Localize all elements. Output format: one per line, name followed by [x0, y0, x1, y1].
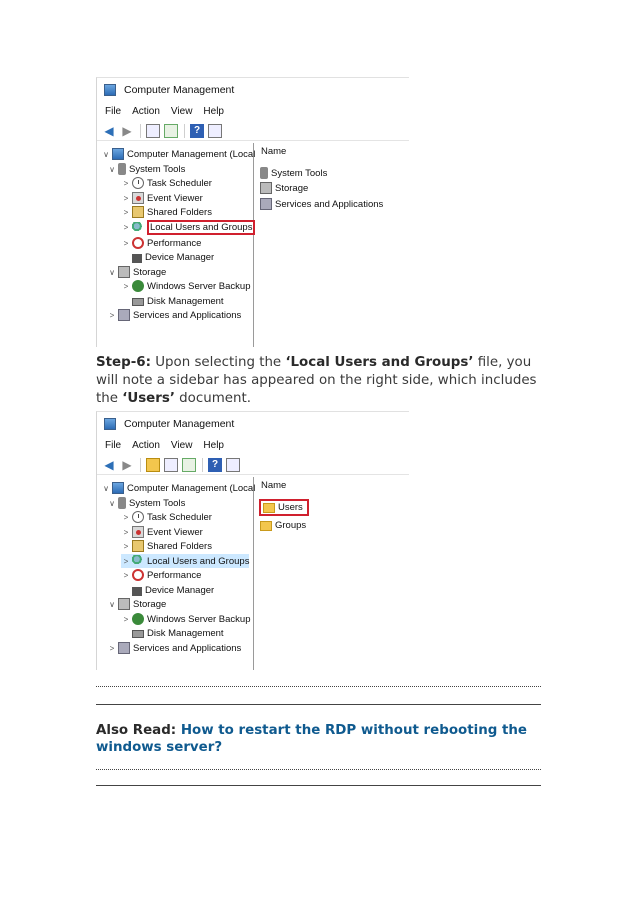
- export-list-icon[interactable]: [164, 124, 178, 138]
- step-label: Step-6:: [96, 355, 151, 370]
- tree-item-label: Services and Applications: [133, 309, 242, 321]
- tree-item-label: Device Manager: [145, 584, 215, 596]
- collapse-arrow-icon[interactable]: ∨: [109, 599, 115, 609]
- tree-item-storage[interactable]: [107, 265, 166, 279]
- tree-item-label: Storage: [133, 266, 167, 278]
- tree-item-shared-folders[interactable]: [121, 205, 212, 219]
- tree-item-event-viewer[interactable]: [121, 525, 203, 539]
- toolbar-separator: [140, 458, 141, 472]
- tree-item-device-manager[interactable]: [121, 250, 214, 264]
- step-highlight-2: ‘Users’: [122, 391, 175, 406]
- computer-management-icon: [104, 418, 116, 430]
- tree-item-computer-management[interactable]: [101, 481, 255, 495]
- tree-item-label: Computer Management (Local: [127, 482, 256, 494]
- event-viewer-icon: [132, 526, 144, 538]
- tree-item-label: Disk Management: [147, 295, 224, 307]
- storage-icon: [118, 598, 130, 610]
- tree-item-system-tools[interactable]: [107, 162, 185, 176]
- list-item-label: Users: [278, 501, 303, 513]
- expand-arrow-icon[interactable]: >: [123, 178, 129, 188]
- tree-item-system-tools[interactable]: [107, 496, 185, 510]
- also-read-label: Also Read:: [96, 723, 177, 738]
- step-text-1: Upon selecting the: [150, 355, 286, 370]
- expand-arrow-icon[interactable]: >: [123, 281, 129, 291]
- toolbar-separator: [202, 458, 203, 472]
- tree-item-label: Local Users and Groups: [147, 555, 250, 567]
- help-icon[interactable]: ?: [208, 458, 222, 472]
- performance-icon: [132, 237, 144, 249]
- list-item[interactable]: [259, 181, 308, 195]
- tree-item-computer-management[interactable]: [101, 147, 255, 161]
- device-manager-icon: [132, 587, 142, 596]
- tree-item-label: Task Scheduler: [147, 511, 212, 523]
- tree-item-performance[interactable]: [121, 236, 201, 250]
- also-read-link[interactable]: How to restart the RDP without rebooting the windows server?: [96, 723, 528, 755]
- step-text-3: document.: [174, 391, 251, 406]
- tree-item-local-users-and-groups[interactable]: [121, 219, 255, 236]
- tree-item-event-viewer[interactable]: [121, 191, 203, 205]
- tree-item-label: Disk Management: [147, 627, 224, 639]
- system-tools-icon: [118, 163, 126, 175]
- up-one-level-icon[interactable]: [146, 458, 160, 472]
- tree-item-services-and-applications[interactable]: [107, 641, 241, 655]
- shared-folders-icon: [132, 540, 144, 552]
- window-title: Computer Management: [124, 418, 235, 430]
- tree-item-shared-folders[interactable]: [121, 539, 212, 553]
- tree-item-task-scheduler[interactable]: [121, 176, 212, 190]
- computer-management-icon: [112, 148, 124, 160]
- tree-item-label: Performance: [147, 569, 202, 581]
- also-read: [96, 722, 546, 756]
- expand-arrow-icon[interactable]: >: [123, 207, 129, 217]
- computer-management-window-2: [96, 411, 409, 670]
- system-tools-icon: [260, 167, 268, 179]
- list-item[interactable]: [259, 166, 327, 180]
- toolbar: [97, 121, 409, 141]
- services-icon: [118, 642, 130, 654]
- collapse-arrow-icon[interactable]: ∨: [103, 149, 109, 159]
- help-icon[interactable]: ?: [190, 124, 204, 138]
- expand-arrow-icon[interactable]: >: [123, 512, 129, 522]
- list-item-label: Services and Applications: [275, 198, 384, 210]
- computer-management-window-1: [96, 77, 409, 347]
- tree-item-label: Storage: [133, 598, 167, 610]
- tree-item-local-users-and-groups[interactable]: [121, 554, 249, 568]
- tree-item-label: Device Manager: [145, 251, 215, 263]
- folder-icon: [263, 503, 275, 513]
- menu-action[interactable]: Action: [132, 105, 160, 117]
- shared-folders-icon: [132, 206, 144, 218]
- disk-icon: [132, 630, 144, 638]
- tree-item-performance[interactable]: [121, 568, 201, 582]
- menu-view[interactable]: View: [170, 105, 193, 117]
- performance-icon: [132, 569, 144, 581]
- tree-item-disk-management[interactable]: [121, 626, 224, 640]
- tree-item-label: System Tools: [129, 497, 186, 509]
- folder-icon: [260, 521, 272, 531]
- menu-bar: [97, 103, 235, 119]
- list-item-users[interactable]: [259, 498, 309, 516]
- tree-item-label: Shared Folders: [147, 206, 212, 218]
- tree-item-windows-server-backup[interactable]: [121, 612, 250, 626]
- users-icon: [132, 222, 144, 234]
- tree-item-task-scheduler[interactable]: [121, 510, 212, 524]
- tree-item-label: Services and Applications: [133, 642, 242, 654]
- back-arrow-icon[interactable]: ◀: [104, 457, 114, 472]
- menu-help[interactable]: Help: [203, 439, 224, 451]
- tree-item-label: System Tools: [129, 163, 186, 175]
- collapse-arrow-icon[interactable]: ∨: [109, 267, 115, 277]
- solid-divider: [96, 785, 541, 786]
- computer-management-icon: [112, 482, 124, 494]
- highlight-box: [259, 499, 309, 516]
- results-pane: [255, 477, 409, 670]
- window-title: Computer Management: [124, 84, 235, 96]
- console-tree: [97, 143, 254, 347]
- list-item-label: System Tools: [271, 167, 328, 179]
- show-hide-console-tree-icon[interactable]: [164, 458, 178, 472]
- system-tools-icon: [118, 497, 126, 509]
- tree-item-label: Windows Server Backup: [147, 613, 251, 625]
- collapse-arrow-icon[interactable]: ∨: [103, 483, 109, 493]
- step-6-paragraph: [96, 354, 546, 408]
- tree-item-label: Computer Management (Local: [127, 148, 256, 160]
- expand-arrow-icon[interactable]: >: [123, 238, 129, 248]
- tree-item-label: Performance: [147, 237, 202, 249]
- list-item-label: Groups: [275, 519, 307, 531]
- step-text-2: file, you will note a sidebar has appeared on the right side, which includes the: [96, 355, 537, 406]
- device-manager-icon: [132, 254, 142, 263]
- highlighted-tree-item-label: Local Users and Groups: [147, 220, 255, 235]
- list-item-groups[interactable]: [259, 518, 306, 532]
- tree-item-windows-server-backup[interactable]: [121, 279, 250, 293]
- tree-item-disk-management[interactable]: [121, 294, 224, 308]
- expand-arrow-icon[interactable]: >: [123, 556, 129, 566]
- column-header-name[interactable]: Name: [261, 480, 287, 491]
- menu-help[interactable]: Help: [203, 105, 224, 117]
- solid-divider: [96, 704, 541, 705]
- tree-item-label: Windows Server Backup: [147, 280, 251, 292]
- tree-item-storage[interactable]: [107, 597, 166, 611]
- expand-arrow-icon[interactable]: >: [109, 643, 115, 653]
- services-icon: [260, 198, 272, 210]
- users-icon: [132, 555, 144, 567]
- menu-view[interactable]: View: [170, 439, 193, 451]
- forward-arrow-icon[interactable]: ▶: [122, 123, 132, 138]
- export-list-icon[interactable]: [182, 458, 196, 472]
- services-icon: [118, 309, 130, 321]
- tree-item-services-and-applications[interactable]: [107, 308, 241, 322]
- tree-item-label: Event Viewer: [147, 192, 203, 204]
- clock-icon: [132, 511, 144, 523]
- toolbar: [97, 455, 409, 475]
- expand-arrow-icon[interactable]: >: [123, 614, 129, 624]
- backup-icon: [132, 280, 144, 292]
- dotted-divider: [96, 686, 541, 687]
- title-bar: [97, 412, 409, 436]
- forward-arrow-icon[interactable]: ▶: [122, 457, 132, 472]
- expand-arrow-icon[interactable]: >: [123, 193, 129, 203]
- toolbar-separator: [184, 124, 185, 138]
- show-hide-action-pane-icon[interactable]: [208, 124, 222, 138]
- storage-icon: [118, 266, 130, 278]
- list-item-label: Storage: [275, 182, 309, 194]
- step-highlight-1: ‘Local Users and Groups’: [285, 355, 474, 370]
- tree-item-label: Shared Folders: [147, 540, 212, 552]
- tree-item-label: Task Scheduler: [147, 177, 212, 189]
- tree-item-label: Event Viewer: [147, 526, 203, 538]
- menu-action[interactable]: Action: [132, 439, 160, 451]
- expand-arrow-icon[interactable]: >: [123, 570, 129, 580]
- storage-icon: [260, 182, 272, 194]
- show-hide-action-pane-icon[interactable]: [226, 458, 240, 472]
- backup-icon: [132, 613, 144, 625]
- expand-arrow-icon[interactable]: >: [109, 310, 115, 320]
- show-hide-console-tree-icon[interactable]: [146, 124, 160, 138]
- collapse-arrow-icon[interactable]: ∨: [109, 164, 115, 174]
- clock-icon: [132, 177, 144, 189]
- computer-management-icon: [104, 84, 116, 96]
- console-tree: [97, 477, 254, 670]
- dotted-divider: [96, 769, 541, 770]
- event-viewer-icon: [132, 192, 144, 204]
- expand-arrow-icon[interactable]: >: [123, 223, 129, 232]
- collapse-arrow-icon[interactable]: ∨: [109, 498, 115, 508]
- title-bar: [97, 78, 409, 102]
- toolbar-separator: [140, 124, 141, 138]
- list-item[interactable]: [259, 197, 383, 211]
- tree-item-device-manager[interactable]: [121, 583, 214, 597]
- back-arrow-icon[interactable]: ◀: [104, 123, 114, 138]
- expand-arrow-icon[interactable]: >: [123, 527, 129, 537]
- menu-bar: [97, 437, 235, 453]
- disk-icon: [132, 298, 144, 306]
- results-pane: [255, 143, 409, 347]
- column-header-name[interactable]: Name: [261, 146, 287, 157]
- expand-arrow-icon[interactable]: >: [123, 541, 129, 551]
- menu-file[interactable]: File: [105, 439, 122, 451]
- menu-file[interactable]: File: [105, 105, 122, 117]
